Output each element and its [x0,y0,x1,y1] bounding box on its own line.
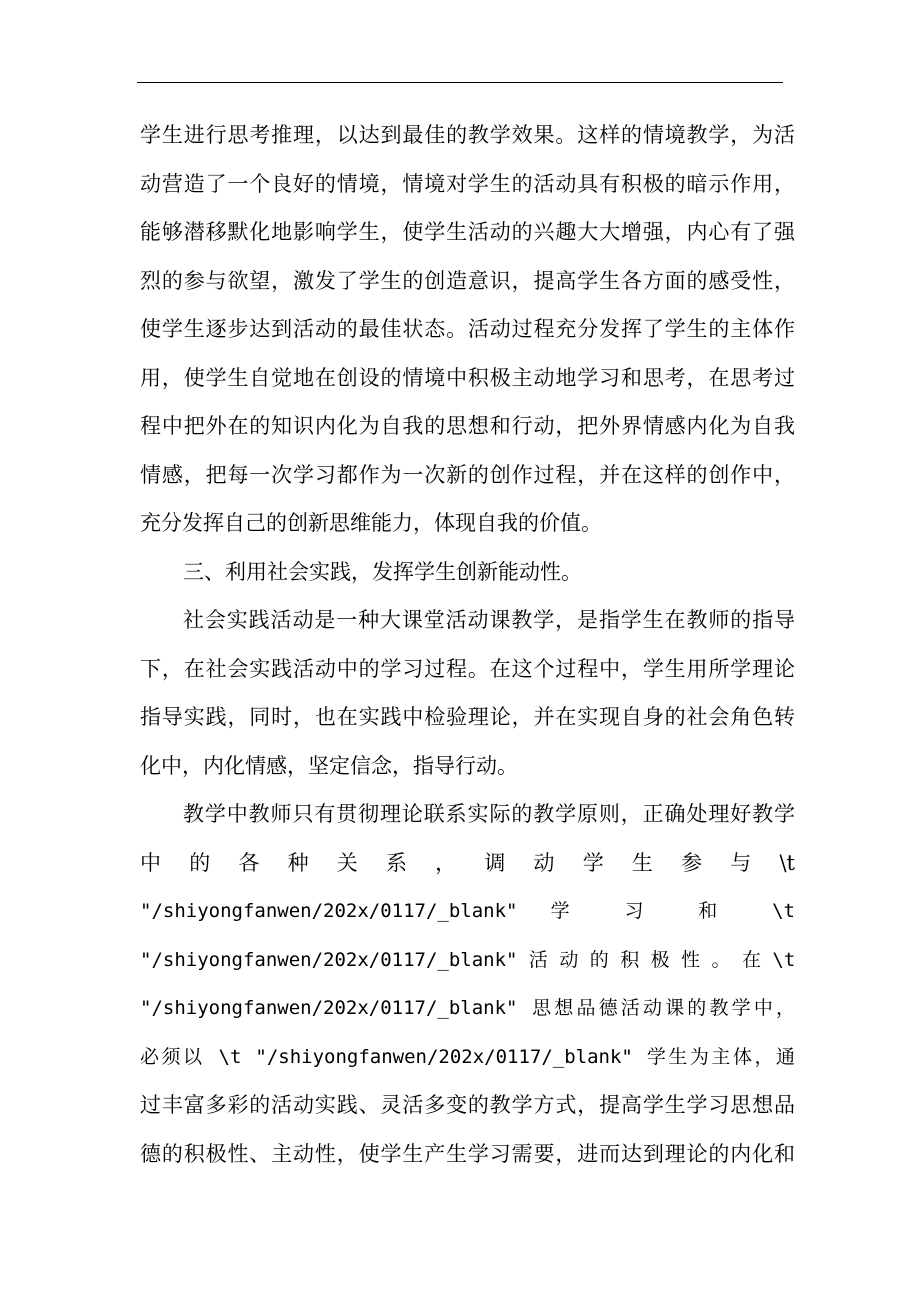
body-text [140,111,795,1178]
text-line: 使学生逐步达到活动的最佳状态。活动过程充分发挥了学生的主体作 [140,317,795,341]
text-line: 情感，把每一次学习都作为一次新的创作过程，并在这样的创作中， [140,462,795,487]
text-line: 德的积极性、主动性，使学生产生学习需要，进而达到理论的内化和 [140,1141,795,1166]
text-line: 学生进行思考推理，以达到最佳的教学效果。这样的情境教学，为活 [140,123,795,147]
text-line: 过丰富多彩的活动实践、灵活多变的教学方式，提高学生学习思想品 [140,1093,795,1117]
text-line: 中 的 各 种 关 系 ， 调 动 学 生 参 与 \t [140,850,795,875]
text-line: 化中，内化情感，坚定信念，指导行动。 [140,753,518,778]
text-line: 教学中教师只有贯彻理论联系实际的教学原则，正确处理好教学 [183,802,795,826]
header-rule [137,82,783,83]
section-heading: 三、利用社会实践，发挥学生创新能动性。 [183,559,582,584]
text-line: "/shiyongfanwen/202x/0117/_blank" 活 动 的 积 极 性 。 在 \t [140,948,796,971]
text-line: 社会实践活动是一种大课堂活动课教学，是指学生在教师的指导 [183,608,795,632]
text-line: 充分发挥自己的创新思维能力，体现自我的价值。 [140,511,602,535]
text-line: 下，在社会实践活动中的学习过程。在这个过程中，学生用所学理论 [140,656,795,681]
text-line: 程中把外在的知识内化为自我的思想和行动，把外界情感内化为自我 [140,414,795,438]
text-line: 动营造了一个良好的情境，情境对学生的活动具有积极的暗示作用， [140,171,795,196]
text-line: 用，使学生自觉地在创设的情境中积极主动地学习和思考，在思考过 [140,365,795,390]
text-line: 烈的参与欲望，激发了学生的创造意识，提高学生各方面的感受性， [140,268,795,293]
text-line: "/shiyongfanwen/202x/0117/_blank" 学 习 和 \t [140,900,795,922]
text-line: 必须以 \t "/shiyongfanwen/202x/0117/_blank" 学生为主体，通 [140,1045,795,1068]
text-line: "/shiyongfanwen/202x/0117/_blank" 思想品德活动课的教学中， [140,997,795,1019]
text-line: 指导实践，同时，也在实践中检验理论，并在实现自身的社会角色转 [140,705,795,729]
text-line: 能够潜移默化地影响学生，使学生活动的兴趣大大增强，内心有了强 [140,220,795,244]
